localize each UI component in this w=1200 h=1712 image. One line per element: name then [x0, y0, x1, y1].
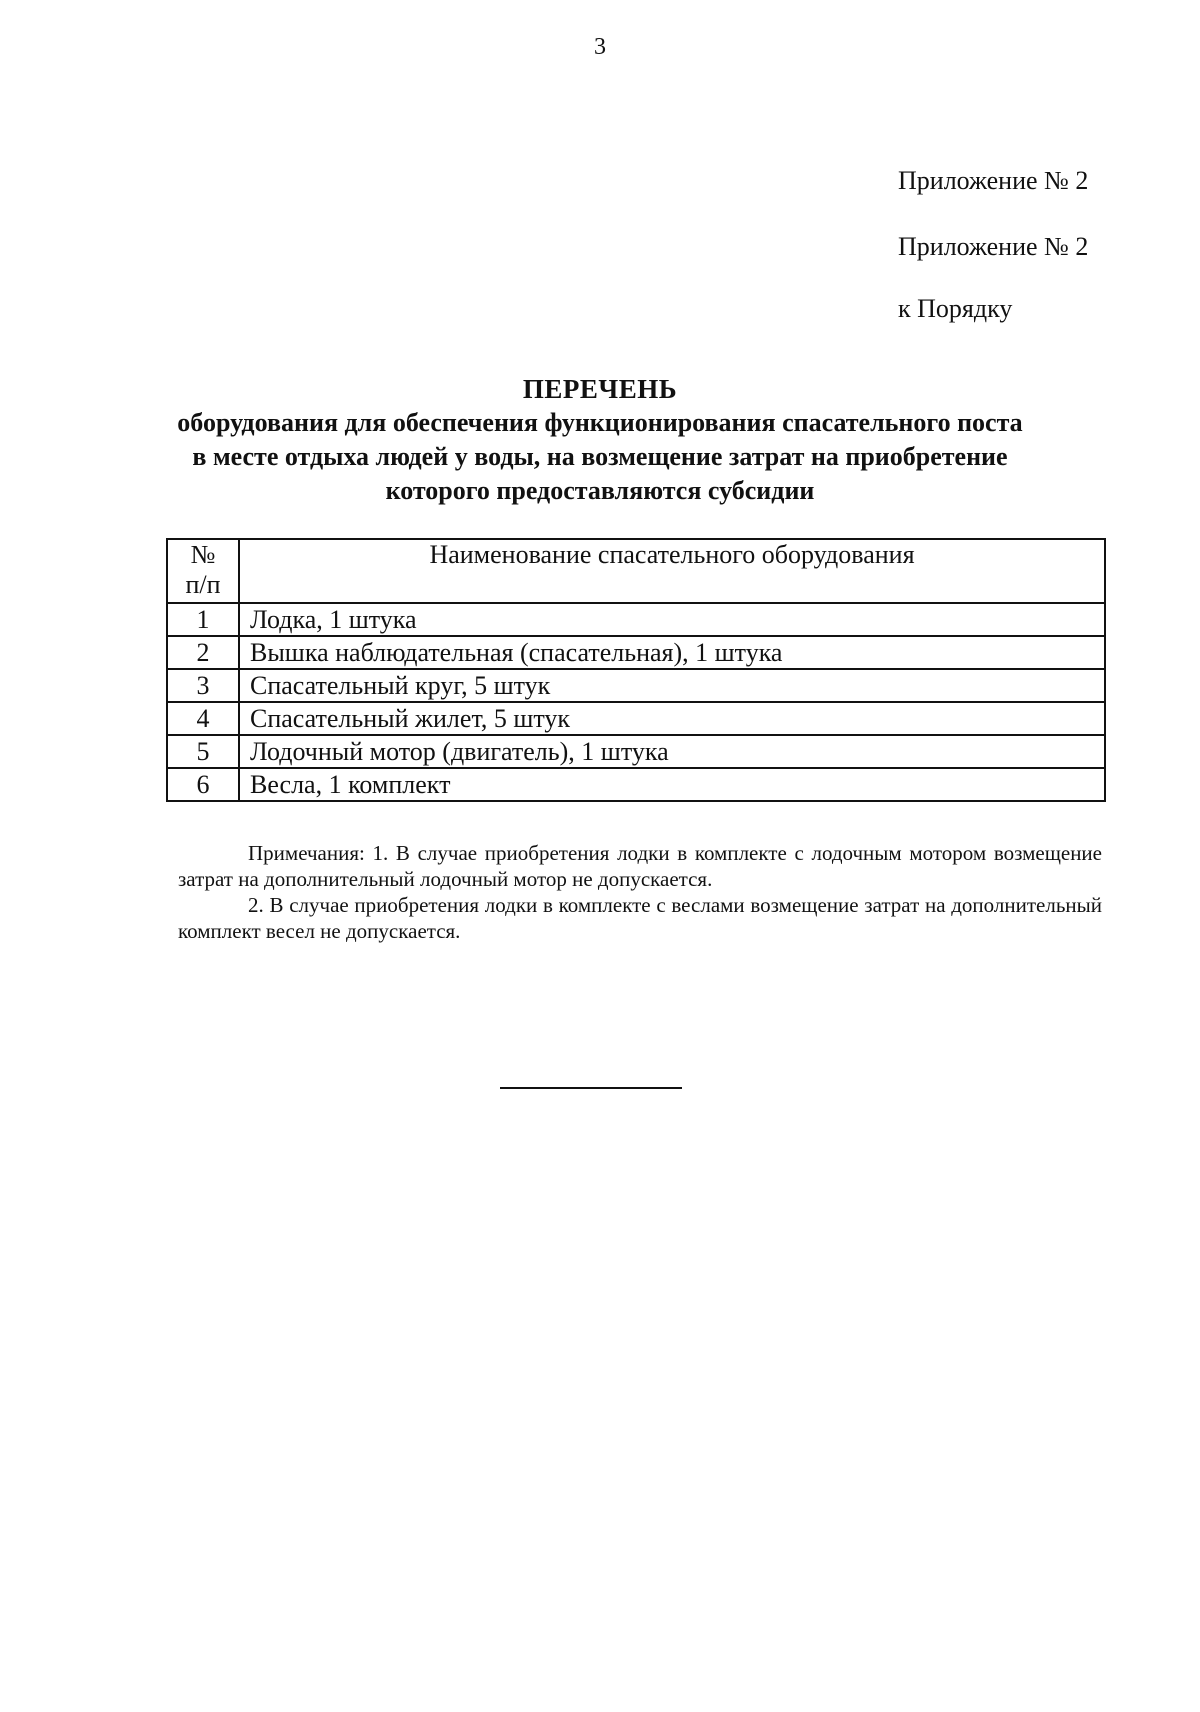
row-equipment-name: Спасательный жилет, 5 штук	[239, 702, 1105, 735]
row-number: 3	[167, 669, 239, 702]
row-number: 2	[167, 636, 239, 669]
appendix-label: Приложение № 2	[898, 166, 1089, 195]
page-number: 3	[594, 34, 606, 60]
equipment-table	[166, 538, 1106, 802]
end-divider	[500, 1087, 682, 1089]
row-equipment-name: Лодка, 1 штука	[239, 603, 1105, 636]
table-row	[167, 603, 1105, 636]
note-2: 2. В случае приобретения лодки в комплекте с веслами возмещение затрат на дополнительный комплект весел не допускается.	[178, 893, 1102, 943]
appendix-reference: к Порядку	[898, 294, 1013, 323]
table-row	[167, 768, 1105, 801]
notes-section	[178, 840, 1102, 944]
table-header-row	[167, 539, 1105, 603]
title-subtitle-line-2: в месте отдыха людей у воды, на возмещение затрат на приобретение	[192, 442, 1008, 471]
row-equipment-name: Вышка наблюдательная (спасательная), 1 штука	[239, 636, 1105, 669]
table-row	[167, 636, 1105, 669]
title-subtitle-line-3: которого предоставляются субсидии	[385, 476, 815, 505]
header-name-cell: Наименование спасательного оборудования	[239, 539, 1105, 603]
note-1: Примечания: 1. В случае приобретения лодки в комплекте с лодочным мотором возмещение затрат на дополнительный лодочный мотор не допускается.	[178, 841, 1102, 891]
document-title	[0, 372, 1200, 508]
row-equipment-name: Весла, 1 комплект	[239, 768, 1105, 801]
header-number-cell	[167, 539, 239, 603]
row-number: 4	[167, 702, 239, 735]
row-number: 5	[167, 735, 239, 768]
row-number: 6	[167, 768, 239, 801]
table-row	[167, 669, 1105, 702]
row-equipment-name: Лодочный мотор (двигатель), 1 штука	[239, 735, 1105, 768]
title-subtitle-line-1: оборудования для обеспечения функционирования спасательного поста	[177, 408, 1023, 437]
appendix-label-repeat: Приложение № 2	[898, 232, 1089, 261]
table-row	[167, 735, 1105, 768]
row-equipment-name: Спасательный круг, 5 штук	[239, 669, 1105, 702]
title-heading: ПЕРЕЧЕНЬ	[522, 374, 678, 404]
header-number-abbrev: п/п	[185, 570, 221, 599]
row-number: 1	[167, 603, 239, 636]
table-row	[167, 702, 1105, 735]
header-number-sign: №	[190, 540, 216, 569]
